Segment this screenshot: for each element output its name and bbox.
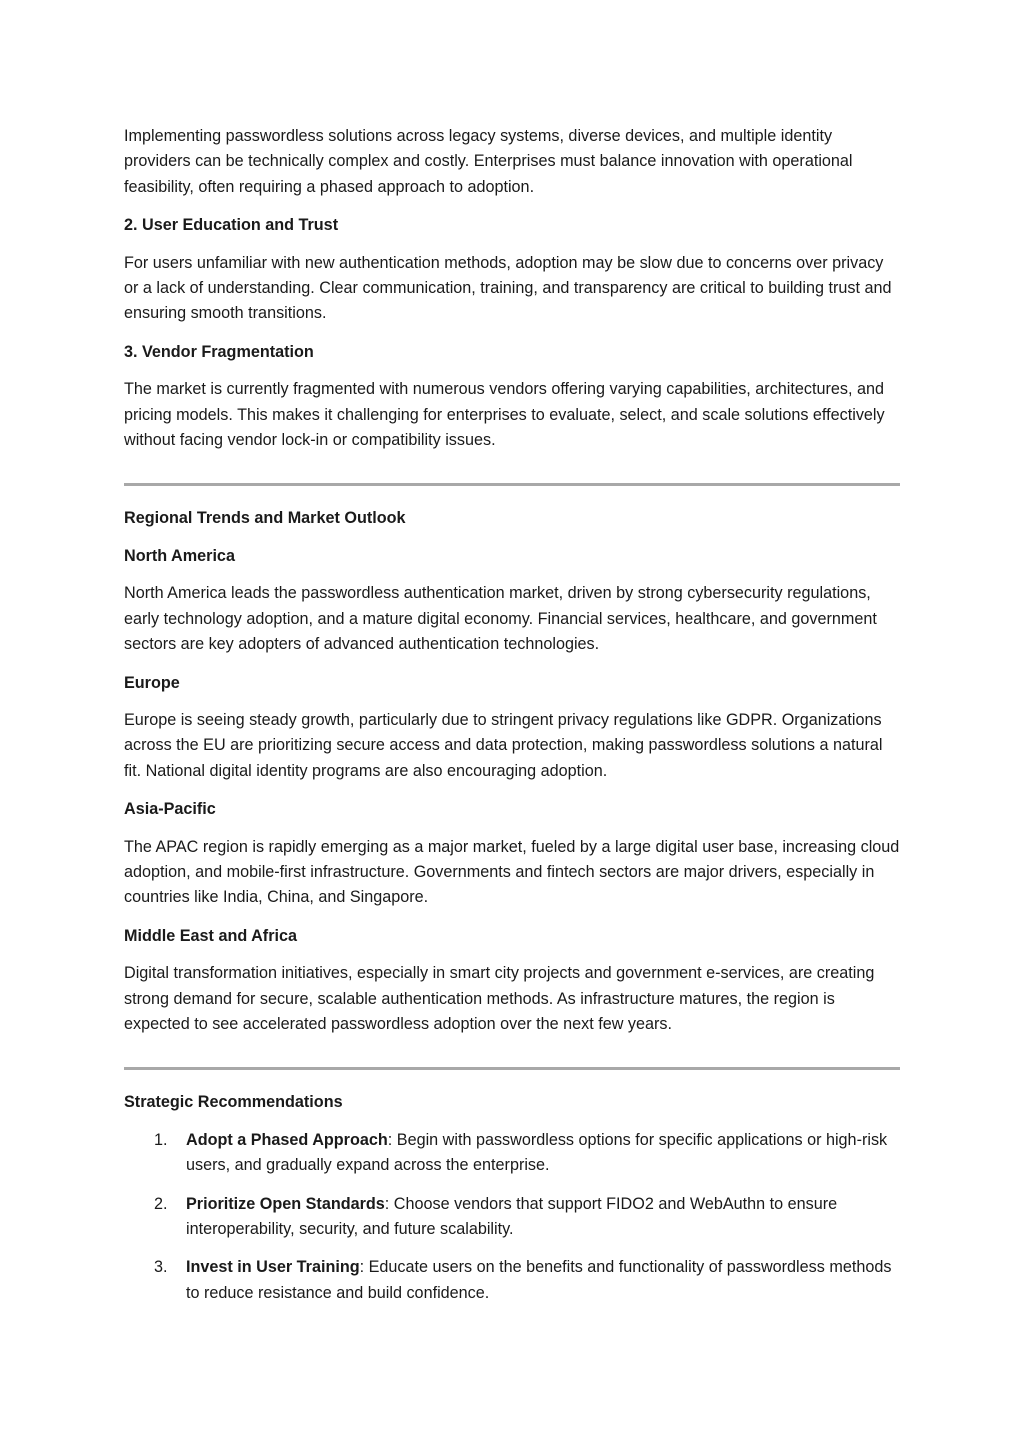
list-number: 3. [154, 1258, 168, 1277]
challenge-text: For users unfamiliar with new authentication methods, adoption may be slow due to concerns over privacy or a lack of understanding. Clear communication, training, and transparency are critical to building trust and ensuring smooth transitions. [124, 253, 892, 323]
section-title: Strategic Recommendations [124, 1093, 343, 1112]
region-text-middle-east-africa: Digital transformation initiatives, especially in smart city projects and government e-services, are creating strong demand for secure, scalable authentication methods. As infrastructure matures, the region is expected to see accelerated passwordless adoption over the next few years. [124, 964, 875, 1033]
intro-paragraph: Implementing passwordless solutions across legacy systems, diverse devices, and multiple identity providers can be technically complex and costly. Enterprises must balance innovation with operational feasibility, often requiring a phased approach to adoption. [124, 127, 853, 196]
list-text: : Choose vendors that support FIDO2 and WebAuthn to ensure interoperability, security, and future scalability. [186, 1194, 838, 1238]
challenge-heading: 2. User Education and Trust [124, 216, 339, 235]
document-page [124, 124, 900, 1319]
challenge-text: The market is currently fragmented with numerous vendors offering varying capabilities, architectures, and pricing models. This makes it challenging for enterprises to evaluate, select, and scale solutions effectively without facing vendor lock-in or compatibility issues. [124, 380, 885, 450]
list-item [124, 1128, 900, 1179]
list-item [124, 1192, 900, 1243]
list-term: Prioritize Open Standards [186, 1194, 385, 1213]
regional-section [124, 506, 900, 1037]
section-divider [124, 1067, 900, 1070]
region-heading-middle-east-africa: Middle East and Africa [124, 926, 298, 945]
challenge-vendor-fragmentation [124, 340, 900, 454]
region-text-europe: Europe is seeing steady growth, particularly due to stringent privacy regulations like GDPR. Organizations across the EU are prioritizing secure access and data protection, making passwordless solutions a natural fit. National digital identity programs are also encouraging adoption. [124, 710, 883, 780]
list-number: 2. [154, 1194, 168, 1213]
challenge-user-education [124, 213, 900, 327]
region-heading-asia-pacific: Asia-Pacific [124, 800, 216, 819]
recommendations-list [124, 1128, 900, 1306]
list-text: : Educate users on the benefits and functionality of passwordless methods to reduce resistance and build confidence. [186, 1258, 892, 1302]
recommendations-section [124, 1090, 900, 1306]
section-divider [124, 483, 900, 486]
region-heading-europe: Europe [124, 673, 180, 692]
region-heading-north-america: North America [124, 546, 235, 565]
list-number: 1. [154, 1130, 168, 1149]
region-text-north-america: North America leads the passwordless authentication market, driven by strong cybersecurity regulations, early technology adoption, and a mature digital economy. Financial services, healthcare, and government sectors are key adopters of advanced authentication technologies. [124, 584, 877, 654]
list-item [124, 1255, 900, 1306]
list-text: : Begin with passwordless options for specific applications or high-risk users, and gradually expand across the enterprise. [186, 1130, 888, 1175]
list-term: Adopt a Phased Approach [186, 1130, 388, 1149]
region-text-asia-pacific: The APAC region is rapidly emerging as a major market, fueled by a large digital user base, increasing cloud adoption, and mobile-first infrastructure. Governments and fintech sectors are major drivers, especially in countries like India, China, and Singapore. [124, 837, 900, 907]
challenge-heading: 3. Vendor Fragmentation [124, 342, 314, 361]
list-term: Invest in User Training [186, 1258, 360, 1277]
section-title: Regional Trends and Market Outlook [124, 509, 406, 528]
